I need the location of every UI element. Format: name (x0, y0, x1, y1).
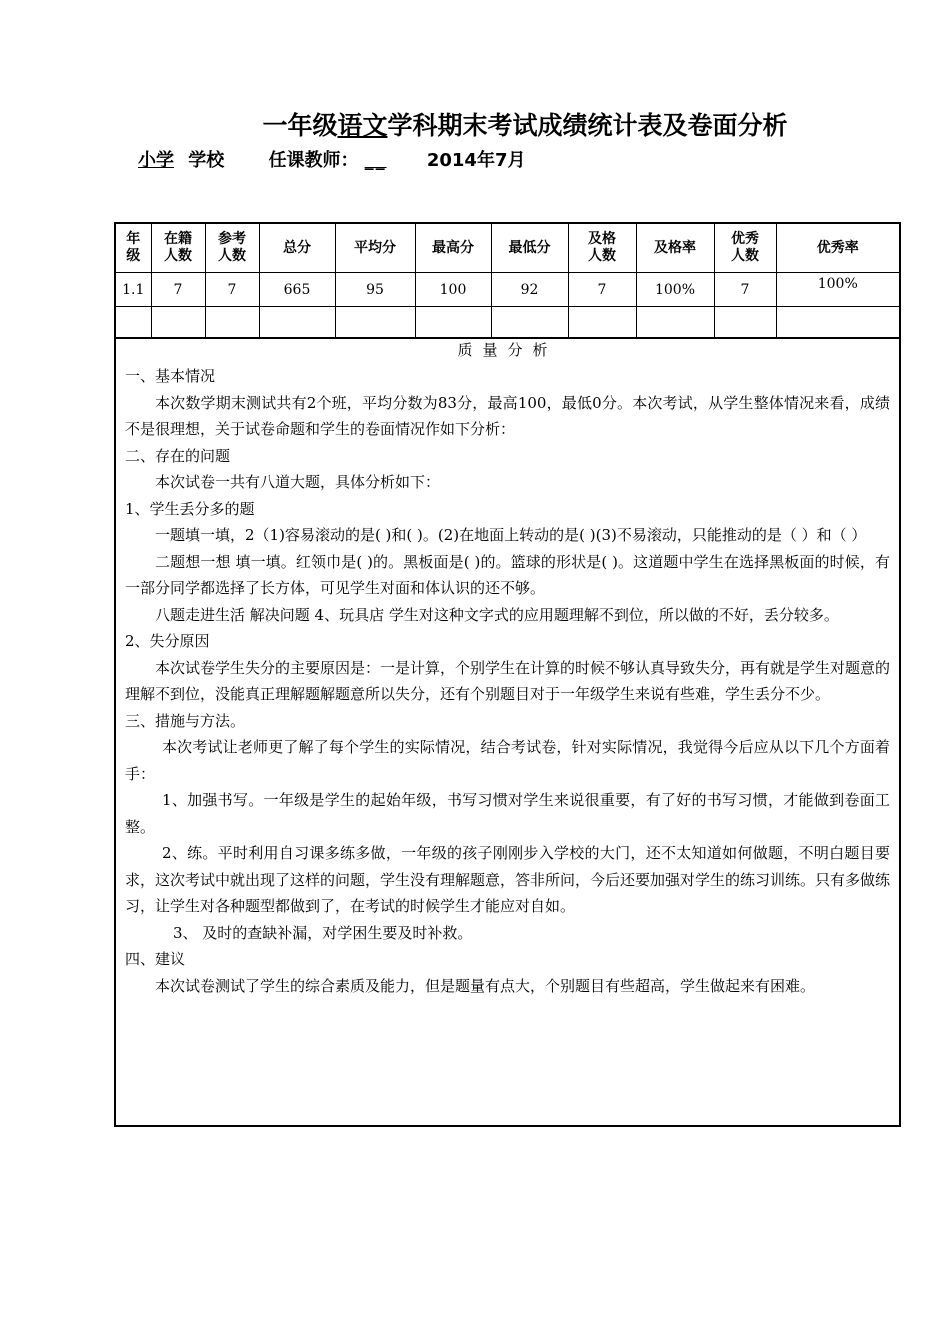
section-heading: 2、失分原因 (125, 632, 210, 650)
column-header-line: 平均分 (354, 239, 396, 256)
analysis-paragraph: 八题走进生活 解决问题 4、玩具店 学生对这种文字式的应用题理解不到位，所以做的不好，丢分较多。 (155, 605, 839, 624)
column-header (776, 223, 900, 273)
teacher-blank: __ (364, 150, 387, 171)
table-header-row (115, 223, 900, 273)
analysis-body (116, 363, 899, 999)
school-name: 小学 (138, 150, 174, 171)
table-cell: 100 (415, 273, 491, 307)
column-header-line: 年 (126, 231, 141, 247)
section-heading: 一、基本情况 (125, 367, 216, 385)
analysis-title: 质量分析 (457, 341, 558, 359)
table-cell: 7 (205, 273, 259, 307)
quality-analysis-box (114, 333, 901, 1127)
column-header (636, 223, 714, 273)
column-header-line: 人数 (164, 248, 192, 264)
table-cell: 100% (776, 273, 900, 307)
column-header (491, 223, 568, 273)
analysis-paragraph: 本次试卷测试了学生的综合素质及能力，但是题量有点大，个别题目有些超高，学生做起来有困难。 (155, 976, 816, 995)
column-header-line: 最低分 (508, 239, 551, 256)
school-suffix: 学校 (188, 150, 225, 171)
report-date: 2014年7月 (426, 150, 526, 171)
analysis-paragraph: 本次试卷一共有八道大题，具体分析如下： (155, 473, 441, 491)
column-header-line: 总分 (283, 239, 311, 256)
table-cell: 7 (568, 273, 636, 307)
table-cell: 92 (491, 273, 568, 307)
table-cell: 100% (636, 273, 714, 307)
column-header-line: 在籍 (164, 231, 192, 247)
column-header-line: 参考 (218, 231, 246, 247)
title-rest: 学科期末考试成绩统计表及卷面分析 (387, 111, 788, 140)
column-header-line: 优秀率 (816, 239, 859, 256)
analysis-paragraph: 3、 及时的查缺补漏，对学困生要及时补救。 (173, 923, 473, 942)
column-header (568, 223, 636, 273)
table-row (115, 273, 900, 307)
analysis-paragraph: 本次考试让老师更了解了每个学生的实际情况，结合考试卷，针对实际情况，我觉得今后应从以下几个方面着手： (125, 738, 890, 783)
table-cell: 7 (714, 273, 776, 307)
column-header-line: 及格 (588, 231, 616, 247)
title-subject: 语文 (337, 111, 388, 140)
score-stats-table (114, 222, 901, 339)
column-header-line: 人数 (588, 248, 616, 264)
column-header (115, 223, 151, 273)
column-header-line: 最高分 (432, 239, 474, 256)
section-heading: 四、建议 (125, 950, 186, 968)
teacher-label: 任课教师： (268, 150, 359, 171)
title-grade: 一年级 (262, 111, 338, 140)
column-header (259, 223, 335, 273)
section-heading: 二、存在的问题 (125, 446, 231, 465)
analysis-paragraph: 2、练。平时利用自习课多练多做，一年级的孩子刚刚步入学校的大门，还不太知道如何做题，不明白题目要求，这次考试中就出现了这样的问题，学生没有理解题意，答非所问，今后还要加强对学生的练习训练。只有多做练习，让学生对各种题型都做到了，在考试的时候学生才能应对自如。 (125, 844, 891, 915)
column-header-line: 优秀 (731, 231, 759, 247)
column-header (415, 223, 491, 273)
section-heading: 三、措施与方法。 (125, 711, 246, 730)
analysis-paragraph: 一题填一填，2（1)容易滚动的是( )和( )。(2)在地面上转动的是( )(3)不易滚动，只能推动的是（ ）和（ ） (155, 526, 867, 544)
analysis-paragraph: 本次数学期末测试共有2个班，平均分数为83分，最高100，最低0分。本次考试，从学生整体情况来看，成绩不是很理想，关于试卷命题和学生的卷面情况作如下分析： (125, 393, 890, 438)
table-cell: 7 (151, 273, 205, 307)
column-header (205, 223, 259, 273)
table-cell: 1.1 (115, 273, 151, 307)
column-header (335, 223, 415, 273)
page-title (0, 106, 950, 142)
column-header-line: 人数 (218, 248, 246, 264)
table-cell: 95 (335, 273, 415, 307)
column-header (151, 223, 205, 273)
column-header-line: 级 (126, 248, 141, 264)
analysis-paragraph: 二题想一想 填一填。红领巾是( )的。黑板面是( )的。篮球的形状是( )。这道题中学生在选择黑板面的时候，有一部分同学都选择了长方体，可见学生对面和体认识的还不够。 (125, 552, 890, 597)
analysis-paragraph: 1、加强书写。一年级是学生的起始年级，书写习惯对学生来说很重要，有了好的书写习惯，才能做到卷面工整。 (125, 791, 890, 836)
column-header-line: 人数 (731, 248, 759, 264)
column-header-line: 及格率 (654, 239, 696, 256)
section-heading: 1、学生丢分多的题 (125, 499, 255, 518)
analysis-paragraph: 本次试卷学生失分的主要原因是：一是计算，个别学生在计算的时候不够认真导致失分，再有就是学生对题意的理解不到位，没能真正理解题解题意所以失分，还有个别题目对于一年级学生来说有些难，学生丢分不少。 (125, 658, 891, 703)
table-cell: 665 (259, 273, 335, 307)
header-info (138, 146, 525, 172)
column-header (714, 223, 776, 273)
